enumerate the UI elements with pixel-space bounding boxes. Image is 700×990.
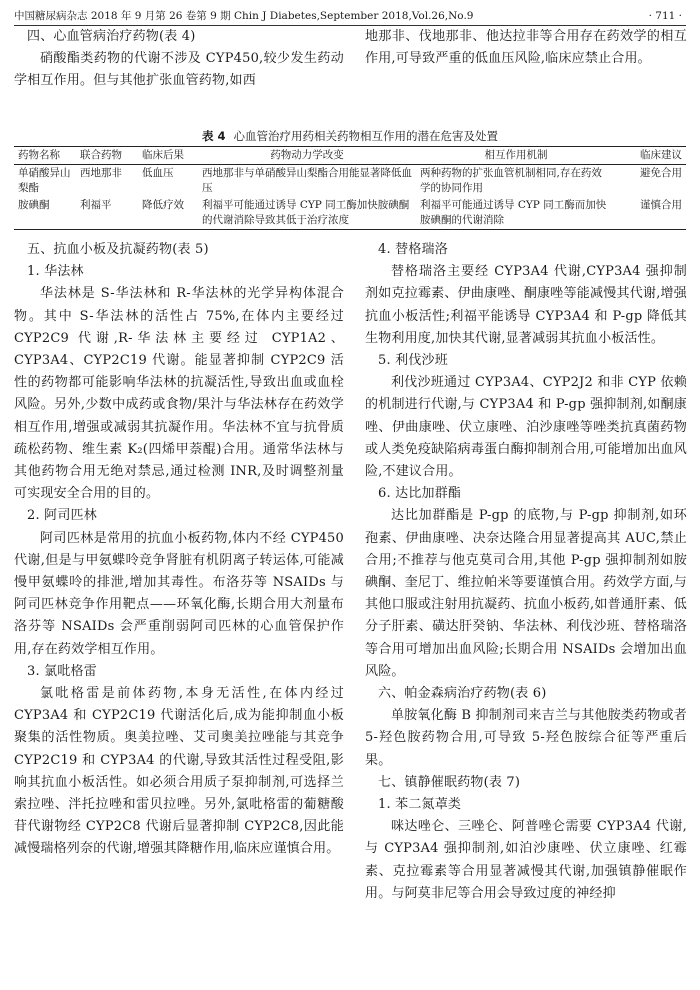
benzodiazepine-heading: 1. 苯二氮䓬类 (378, 797, 462, 813)
aspirin-paragraph: 阿司匹林是常用的抗血小板药物,体内不经 CYP450 代谢,但是与甲氨蝶呤竞争肾脏有机阴离子转运体,可能减慢甲氨蝶呤的排泄,增加其毒性。布洛芬等 NSAIDs 与阿司匹林竞争作用靶点——环氧化酶,长期合用大剂量布洛芬等 NSAIDs 会严重削弱阿司匹林的心血管保护作用,存在药效学相互作用。 (14, 530, 344, 657)
ticagrelor-paragraph: 替格瑞洛主要经 CYP3A4 代谢,CYP3A4 强抑制剂如克拉霉素、伊曲康唑、酮康唑等能减慢其代谢,增强抗血小板活性;利福平能诱导 CYP3A4 和 P-gp 降低其生物利用度,加快其代谢,显著减弱其抗血小板活性。 (365, 264, 687, 346)
table-4-title: 心血管治疗用药相关药物相互作用的潜在危害及处置 (233, 129, 498, 143)
clopidogrel-heading: 3. 氯吡格雷 (27, 663, 97, 679)
ticagrelor-heading: 4. 替格瑞洛 (378, 242, 448, 257)
aspirin-heading: 2. 阿司匹林 (27, 508, 97, 524)
table-cell: 西地那非与单硝酸异山梨酯合用能显著降低血压 (202, 167, 412, 194)
clopidogrel-paragraph: 氯吡格雷是前体药物,本身无活性,在体内经过 CYP3A4 和 CYP2C19 代谢活化后,成为能抑制血小板聚集的活性物质。奥美拉唑、艾司奥美拉唑能与其竞争 CYP2C19 和 CYP3A4 的代谢,导致其活性过程受阻,影响其抗血小板活性。如必须合用质子泵抑制剂,可选择兰索拉唑、泮托拉唑和雷贝拉唑。另外,氯吡格雷的葡糖酸苷代谢物经 CYP2C8 代谢后显著抑制 CYP2C8,因此能减慢瑞格列奈的代谢,增强其降糖作用,临床应谨慎合用。 (14, 686, 344, 857)
dabigatran-heading: 6. 达比加群酯 (378, 486, 462, 502)
journal-citation: 中国糖尿病杂志 2018 年 9 月第 26 卷第 9 期 Chin J Diabetes,September 2018,Vol.26,No.9 (14, 10, 474, 22)
table-4-number: 表 4 (201, 129, 226, 143)
right-column (365, 239, 687, 905)
rivaroxaban-paragraph: 利伐沙班通过 CYP3A4、CYP2J2 和非 CYP 依赖的机制进行代谢,与 CYP3A4 和 P-gp 强抑制剂,如酮康唑、伊曲康唑、伏立康唑、泊沙康唑等唑类抗真菌药物或人类免疫缺陷病毒蛋白酶抑制剂合用,可能增加出血风险,不建议合用。 (365, 375, 687, 480)
page-number: · 711 · (648, 10, 682, 22)
table-cell: 两种药物的扩张血管机制相同,存在药效学的协同作用 (420, 167, 602, 194)
left-column (14, 239, 344, 861)
warfarin-paragraph: 华法林是 S-华法林和 R-华法林的光学异构体混合物。其中 S-华法林的活性占 75%,在体内主要经过 CYP2C9 代谢,R-华法林主要经过 CYP1A2、CYP3A4、CYP2C19 代谢。能显著抑制 CYP2C9 活性的药物都可能影响华法林的抗凝活性,导致出血或血栓风险。另外,少数中成药或食物/果汁与华法林存在药效学相互作用,增强或减弱其抗凝作用。华法林不宜与抗骨质疏松药物、维生素 K₂(四烯甲萘醌)合用。通常华法林与其他药物合用无绝对禁忌,通过检测 INR,及时调整剂量可实现安全合用的目的。 (14, 286, 344, 502)
col-header: 药物动力学改变 (198, 147, 416, 165)
section-6-heading: 六、帕金森病治疗药物(表 6) (378, 686, 547, 702)
col-header: 药物名称 (14, 147, 76, 165)
col-header: 联合药物 (76, 147, 138, 165)
section-4-heading: 四、心血管病治疗药物(表 4) (27, 29, 196, 44)
table-row (14, 197, 686, 230)
table-cell: 西地那非 (80, 167, 122, 179)
table-cell: 避免合用 (640, 167, 682, 179)
section-4-intro-left (14, 26, 344, 93)
table-4 (14, 146, 686, 230)
section-4-intro-right (365, 26, 687, 70)
table-4-caption (14, 128, 686, 144)
warfarin-heading: 1. 华法林 (27, 264, 84, 280)
table-cell: 降低疗效 (138, 197, 198, 230)
table-cell: 低血压 (142, 167, 174, 179)
running-header (14, 7, 686, 25)
rivaroxaban-heading: 5. 利伐沙班 (378, 353, 448, 369)
section-5-heading: 五、抗血小板及抗凝药物(表 5) (27, 242, 209, 257)
section-7-heading: 七、镇静催眠药物(表 7) (378, 774, 521, 790)
table-cell: 利福平可能通过诱导 CYP 同工酶而加快胺碘酮的代谢消除 (416, 197, 616, 230)
col-header: 相互作用机制 (416, 147, 616, 165)
col-header: 临床建议 (616, 147, 686, 165)
benzodiazepine-paragraph: 咪达唑仑、三唑仑、阿普唑仑需要 CYP3A4 代谢,与 CYP3A4 强抑制剂,如泊沙康唑、伏立康唑、红霉素、克拉霉素等合用显著减慢其代谢,加强镇静催眠作用。与阿莫非尼等合用会导致过度的神经抑 (365, 819, 687, 901)
table-cell: 利福平 (76, 197, 138, 230)
section-6-paragraph: 单胺氧化酶 B 抑制剂司来吉兰与其他胺类药物或者 5-羟色胺药物合用,可导致 5-羟色胺综合征等严重后果。 (365, 708, 687, 768)
table-cell: 单硝酸异山梨酯 (18, 167, 71, 194)
table-header-row (14, 147, 686, 165)
section-4-paragraph: 硝酸酯类药物的代谢不涉及 CYP450,较少发生药动学相互作用。但与其他扩张血管药物,如西 (14, 51, 344, 89)
col-header: 临床后果 (138, 147, 198, 165)
section-4-paragraph-continued: 地那非、伐地那非、他达拉非等合用存在药效学的相互作用,可导致严重的低血压风险,临床应禁止合用。 (365, 29, 687, 67)
dabigatran-paragraph: 达比加群酯是 P-gp 的底物,与 P-gp 抑制剂,如环孢素、伊曲康唑、决奈达隆合用显著提高其 AUC,禁止合用;不推荐与他克莫司合用,其他 P-gp 强抑制剂如胺碘酮、奎尼丁、维拉帕米等要谨慎合用。药效学方面,与其他口服或注射用抗凝药、抗血小板药,如普通肝素、低分子肝素、磺达肝癸钠、华法林、利伐沙班、替格瑞洛等合用可增加出血风险;长期合用 NSAIDs 会增加出血风险。 (365, 508, 687, 679)
table-cell: 胺碘酮 (14, 197, 76, 230)
table-cell: 利福平可能通过诱导 CYP 同工酶加快胺碘酮的代谢消除导致其低于治疗浓度 (198, 197, 416, 230)
table-cell: 谨慎合用 (616, 197, 686, 230)
table-row (14, 165, 686, 198)
